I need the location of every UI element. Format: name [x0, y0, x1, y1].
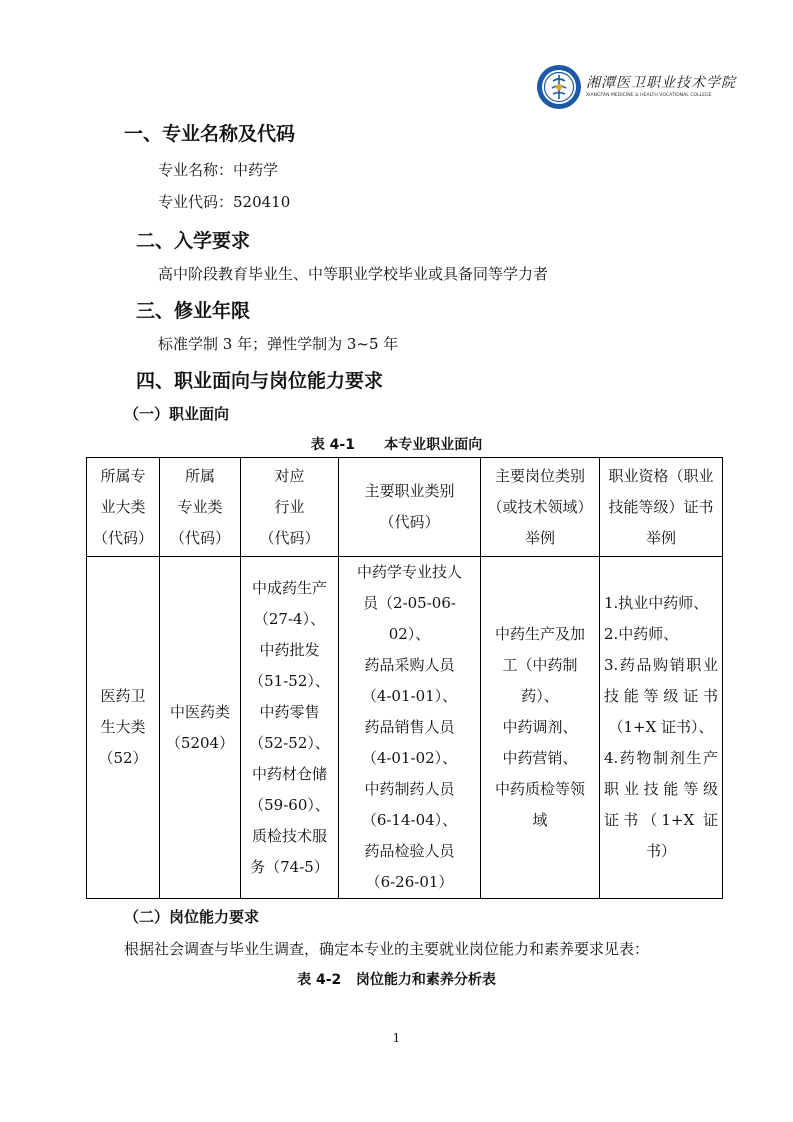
section-4-title: 四、职业面向与岗位能力要求 — [136, 370, 384, 392]
header-cell: 所属 专业类 （代码） — [160, 458, 241, 557]
table-row — [87, 557, 723, 899]
industry-cell: 中成药生产 （27-4）、 中药批发 （51-52）、 中药零售 （52-52）、 中药材仓储 （59-60）、 质检技术服 务（74-5） — [241, 557, 339, 899]
college-seal-icon — [536, 64, 582, 110]
subsection-career-orientation: （一）职业面向 — [124, 405, 230, 423]
table-4-2-caption: 表 4-2 岗位能力和素养分析表 — [297, 972, 496, 988]
competency-paragraph: 根据社会调查与毕业生调查，确定本专业的主要就业岗位能力和素养要求见表： — [124, 940, 650, 958]
position-cell: 中药生产及加 工（中药制药）、 中药调剂、 中药营销、 中药质检等领 域 — [481, 557, 600, 899]
header-cell: 所属专 业大类 （代码） — [87, 458, 160, 557]
header-cell: 主要职业类别 （代码） — [339, 458, 481, 557]
admission-requirement: 高中阶段教育毕业生、中等职业学校毕业或具备同等学力者 — [158, 265, 549, 283]
header-cell: 主要岗位类别 （或技术领域） 举例 — [481, 458, 600, 557]
logo-english-name: XIANGTAN MEDICINE & HEALTH VOCATIONAL COLLEGE — [586, 92, 712, 98]
header-cell: 对应 行业 （代码） — [241, 458, 339, 557]
major-class-cell: 中医药类 （5204） — [160, 557, 241, 899]
major-name: 专业名称：中药学 — [158, 161, 279, 179]
career-orientation-table — [86, 457, 723, 899]
section-2-title: 二、入学要求 — [136, 230, 251, 252]
logo-chinese-name: 湘潭医卫职业技术学院 — [586, 74, 736, 91]
section-1-title: 一、专业名称及代码 — [124, 123, 296, 145]
subsection-job-competency: （二）岗位能力要求 — [124, 908, 260, 926]
certificate-cell: 1.执业中药师、 2.中药师、 3.药品购销职业 技能等级证书 （1+X 证书）、 4.药物制剂生产 职业技能等级 证书（1+X 证 书） — [600, 557, 723, 899]
header-cell: 职业资格（职业 技能等级）证书 举例 — [600, 458, 723, 557]
table-4-1-caption: 表 4-1 本专业职业面向 — [310, 437, 483, 453]
section-3-title: 三、修业年限 — [136, 300, 251, 322]
page-number: 1 — [392, 1031, 401, 1045]
category-cell: 医药卫 生大类 （52） — [87, 557, 160, 899]
major-code: 专业代码：520410 — [158, 193, 291, 211]
study-duration: 标准学制 3 年；弹性学制为 3~5 年 — [158, 335, 399, 353]
table-header-row — [87, 458, 723, 557]
college-logo — [536, 62, 736, 112]
occupation-cell: 中药学专业技人 员（2-05-06-02）、 药品采购人员 （4-01-01）、 药品销售人员 （4-01-02）、 中药制药人员 （6-14-04）、 药品检验人员 （6-26-01） — [339, 557, 481, 899]
